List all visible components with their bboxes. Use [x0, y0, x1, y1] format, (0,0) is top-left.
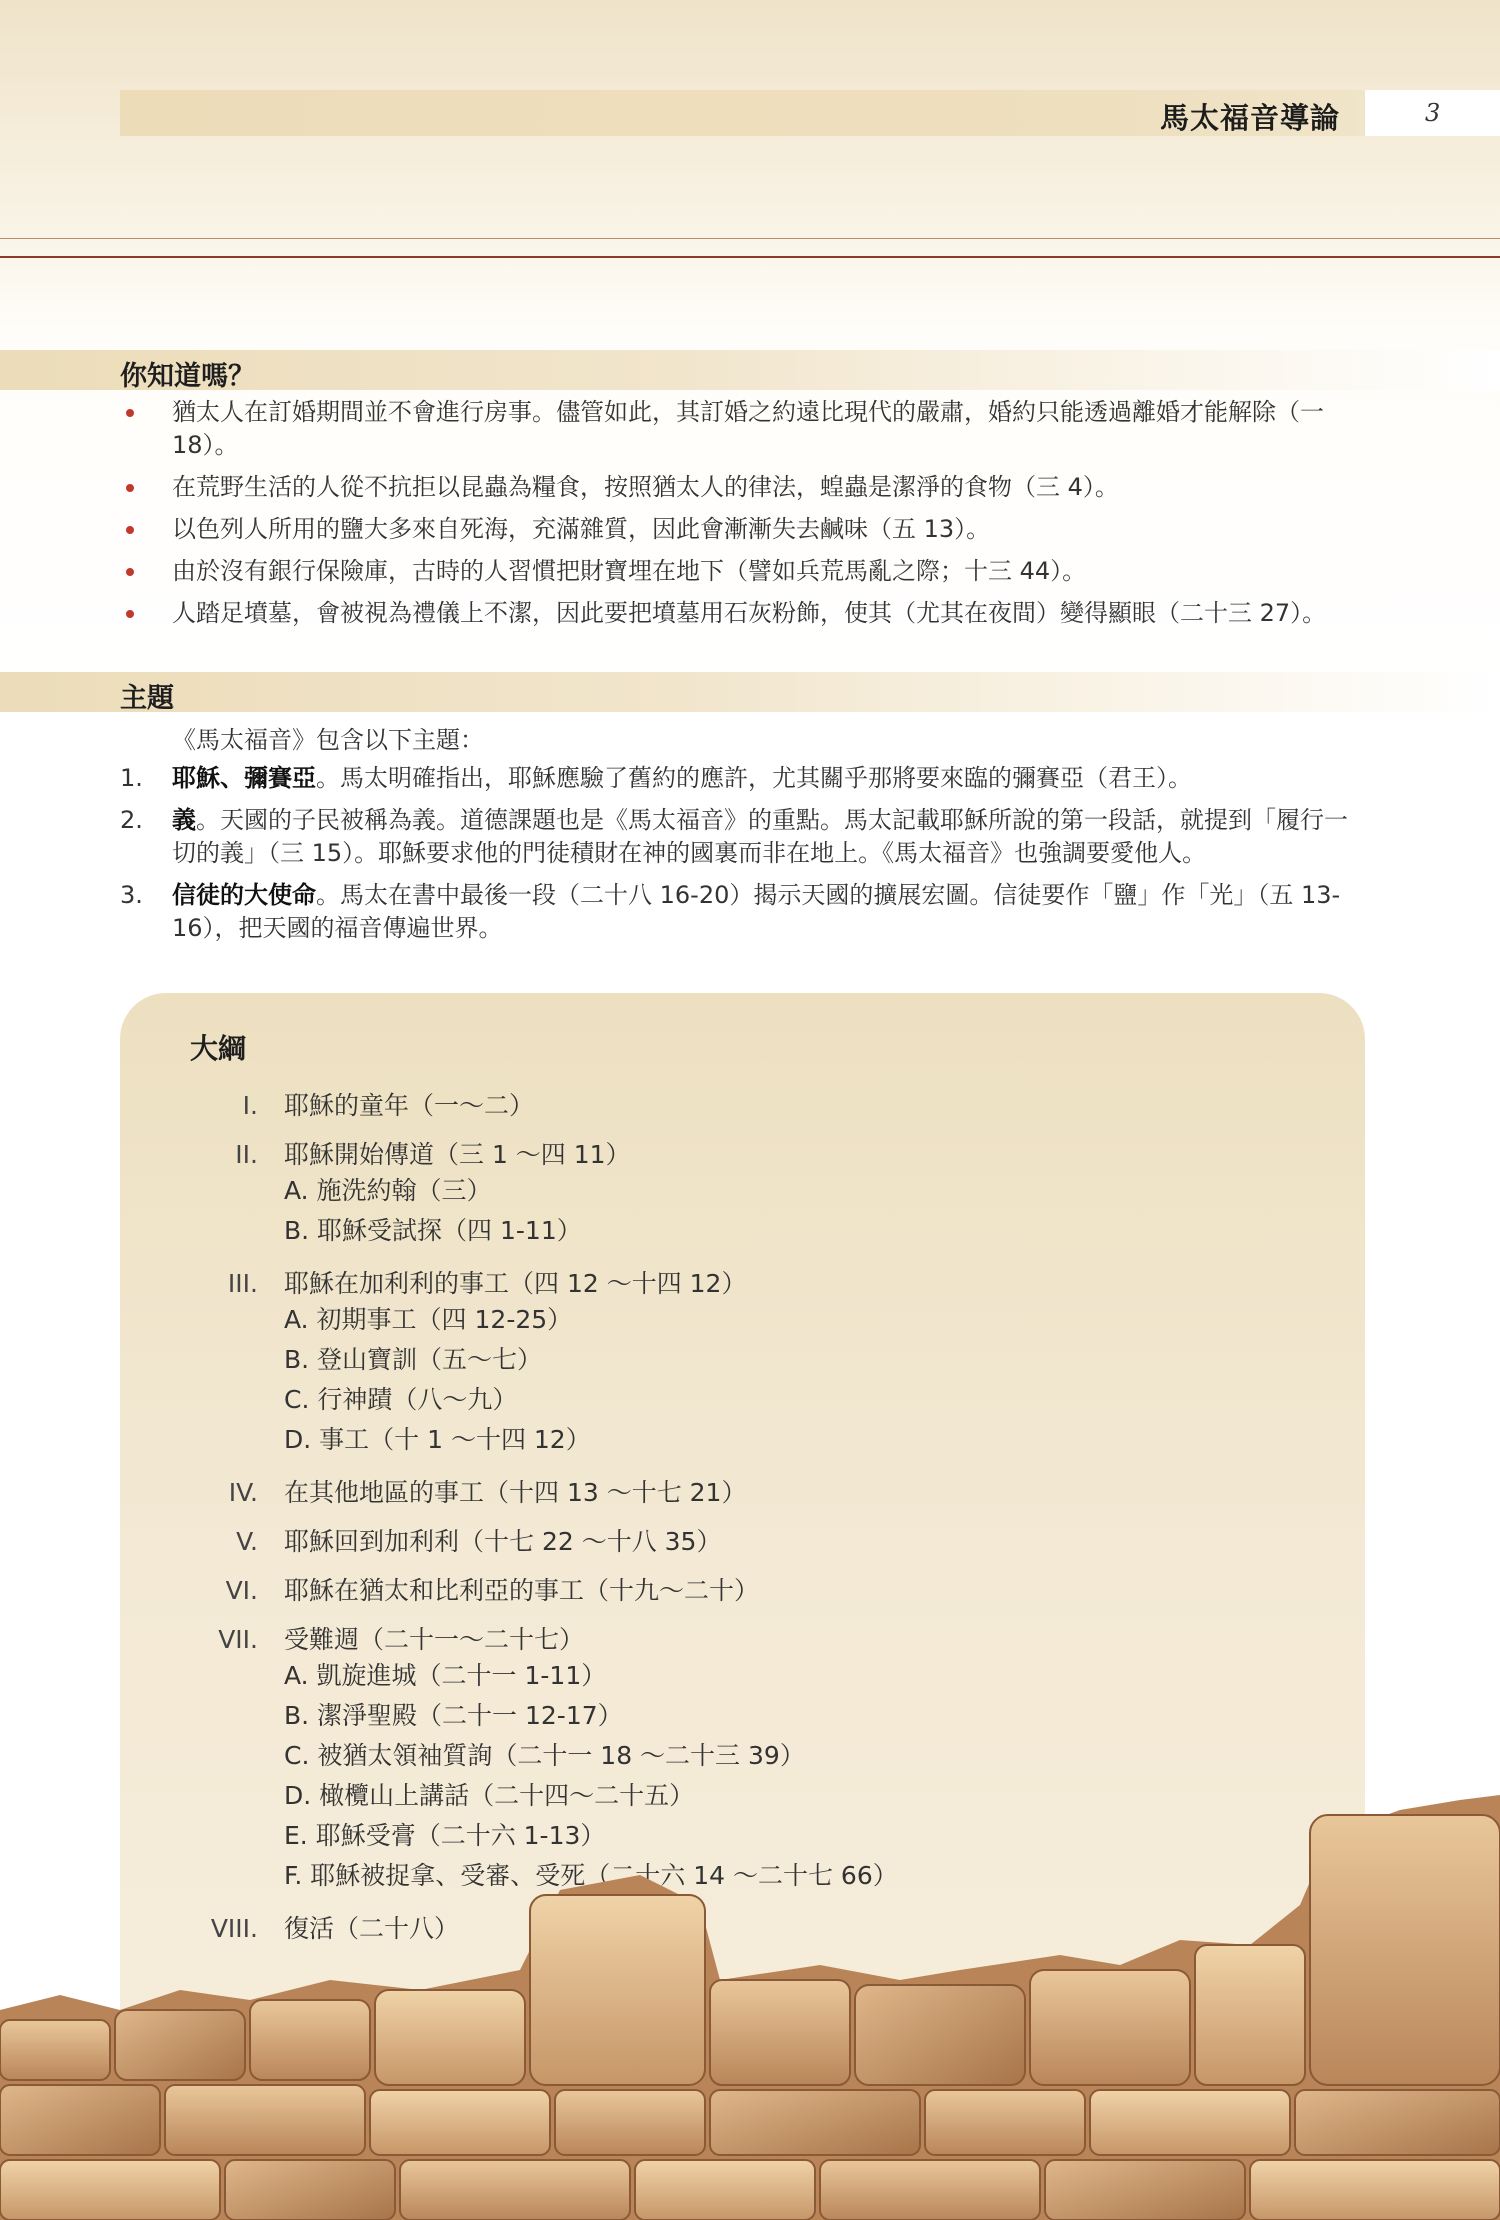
themes-intro: 《馬太福音》包含以下主題： — [172, 726, 484, 754]
outline-section-title: 受難週（二十一～二十七） — [284, 1625, 585, 1654]
theme-keyword: 耶穌、彌賽亞 — [172, 764, 316, 792]
theme-number: 1. — [120, 764, 143, 792]
outline-roman-numeral: VII. — [218, 1625, 258, 1654]
outline-subsection: E. 耶穌受膏（二十六 1-13） — [284, 1821, 606, 1850]
outline-roman-numeral: IV. — [228, 1478, 258, 1507]
outline-section — [200, 1268, 1100, 1300]
fact-item: 由於沒有銀行保險庫，古時的人習慣把財寶埋在地下（譬如兵荒馬亂之際；十三 44）。 — [120, 555, 1370, 588]
outline-section-title: 耶穌在加利利的事工（四 12 ～十四 12） — [284, 1269, 747, 1298]
outline-roman-numeral: I. — [242, 1091, 258, 1120]
theme-text: 。馬太明確指出，耶穌應驗了舊約的應許，尤其關乎那將要來臨的彌賽亞（君王）。 — [316, 764, 1192, 792]
theme-item — [120, 762, 1370, 795]
themes-bar — [0, 672, 1500, 712]
theme-keyword: 義 — [172, 806, 196, 834]
outline-roman-numeral: VI. — [225, 1576, 258, 1605]
outline-section — [200, 1477, 1100, 1509]
outline-roman-numeral: III. — [227, 1269, 258, 1298]
themes-list — [120, 762, 1370, 954]
outline-heading: 大綱 — [190, 1032, 247, 1065]
outline-subsection: F. 耶穌被捉拿、受審、受死（二十六 14 ～二十七 66） — [284, 1861, 898, 1890]
outline-subsection: A. 初期事工（四 12-25） — [284, 1305, 573, 1334]
theme-number: 2. — [120, 806, 143, 834]
theme-item — [120, 804, 1370, 870]
outline-subsection: B. 潔淨聖殿（二十一 12-17） — [284, 1701, 623, 1730]
outline-roman-numeral: II. — [235, 1140, 258, 1169]
outline-subsection: B. 登山寶訓（五～七） — [284, 1345, 543, 1374]
outline-subsection: C. 行神蹟（八～九） — [284, 1385, 518, 1414]
theme-text: 。馬太在書中最後一段（二十八 16-20）揭示天國的擴展宏圖。信徒要作「鹽」作「光」（五 13-16），把天國的福音傳遍世界。 — [172, 881, 1341, 942]
header-rule-thick — [0, 256, 1500, 258]
page-number: 3 — [1365, 90, 1500, 136]
outline-roman-numeral: VIII. — [210, 1914, 258, 1943]
outline-subsection: B. 耶穌受試探（四 1-11） — [284, 1216, 582, 1245]
outline-section — [200, 1139, 1100, 1171]
outline-section-title: 耶穌回到加利利（十七 22 ～十八 35） — [284, 1527, 722, 1556]
fact-item: 猶太人在訂婚期間並不會進行房事。儘管如此，其訂婚之約遠比現代的嚴肅，婚約只能透過離婚才能解除（一18）。 — [120, 396, 1370, 462]
did-you-know-heading: 你知道嗎？ — [120, 361, 255, 392]
outline-section — [200, 1526, 1100, 1558]
fact-item: 在荒野生活的人從不抗拒以昆蟲為糧食，按照猶太人的律法，蝗蟲是潔淨的食物（三 4）。 — [120, 471, 1370, 504]
fact-item: 人踏足墳墓，會被視為禮儀上不潔，因此要把墳墓用石灰粉飾，使其（尤其在夜間）變得顯眼（二十三 27）。 — [120, 597, 1370, 630]
outline-section-title: 耶穌在猶太和比利亞的事工（十九～二十） — [284, 1576, 760, 1605]
header-rule-thin — [0, 238, 1500, 239]
theme-item — [120, 879, 1370, 945]
outline-roman-numeral: V. — [236, 1527, 258, 1556]
theme-keyword: 信徒的大使命 — [172, 881, 316, 909]
outline-subsection: A. 凱旋進城（二十一 1-11） — [284, 1661, 607, 1690]
outline-subsection: C. 被猶太領袖質詢（二十一 18 ～二十三 39） — [284, 1741, 805, 1770]
stone-wall-image — [0, 1795, 1500, 2220]
fact-item: 以色列人所用的鹽大多來自死海，充滿雜質，因此會漸漸失去鹹味（五 13）。 — [120, 513, 1370, 546]
theme-number: 3. — [120, 881, 143, 909]
outline-section-title: 耶穌開始傳道（三 1 ～四 11） — [284, 1140, 631, 1169]
running-header-title: 馬太福音導論 — [1159, 101, 1340, 135]
outline-subsection: A. 施洗約翰（三） — [284, 1176, 492, 1205]
did-you-know-list — [120, 396, 1370, 639]
outline-section-title: 在其他地區的事工（十四 13 ～十七 21） — [284, 1478, 747, 1507]
themes-heading: 主題 — [120, 683, 174, 714]
outline-section — [200, 1575, 1100, 1607]
outline-section — [200, 1624, 1100, 1656]
outline-section-title: 復活（二十八） — [284, 1914, 460, 1943]
outline-subsection: D. 橄欖山上講話（二十四～二十五） — [284, 1781, 695, 1810]
outline-section-title: 耶穌的童年（一～二） — [284, 1091, 535, 1120]
outline-section — [200, 1090, 1100, 1122]
outline-subsection: D. 事工（十 1 ～十四 12） — [284, 1425, 591, 1454]
theme-text: 。天國的子民被稱為義。道德課題也是《馬太福音》的重點。馬太記載耶穌所說的第一段話，就提到「履行一切的義」（三 15）。耶穌要求他的門徒積財在神的國裏而非在地上。《馬太福音》也強調要愛他人。 — [172, 806, 1348, 867]
